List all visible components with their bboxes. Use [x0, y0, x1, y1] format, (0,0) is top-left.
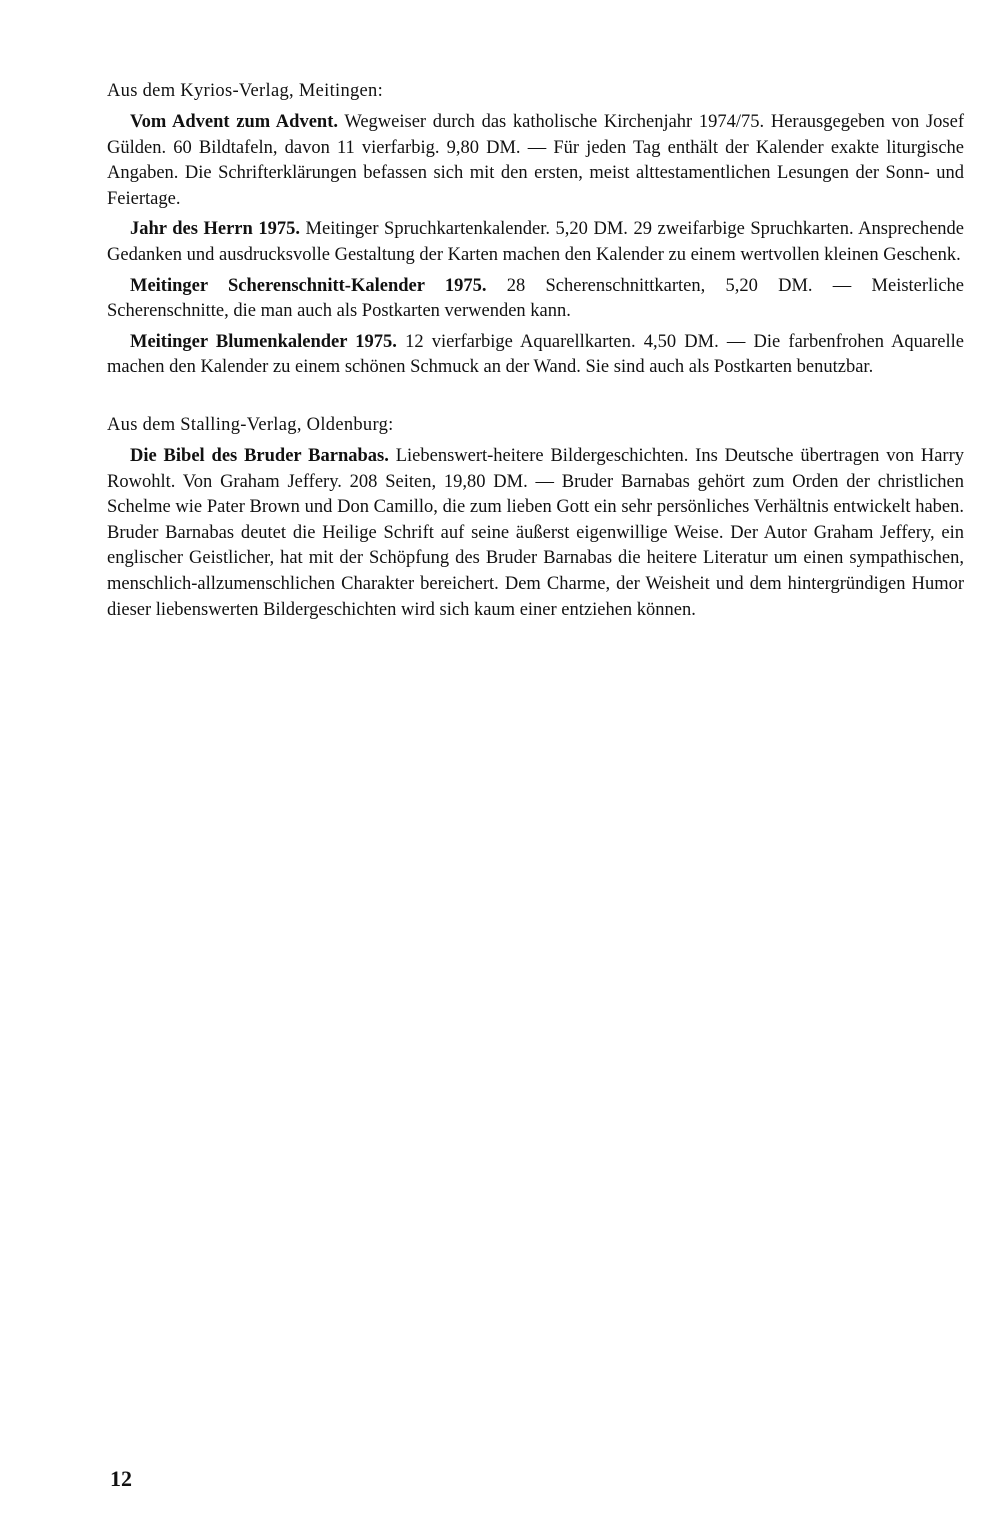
entry-title: Jahr des Herrn 1975.	[130, 219, 300, 240]
page-number: 12	[110, 1466, 132, 1491]
section-stalling	[107, 412, 964, 623]
book-page	[107, 78, 964, 628]
section-heading: Aus dem Stalling-Verlag, Oldenburg:	[107, 414, 394, 435]
entry-text: 28 Scherenschnittkarten, 5,20 DM. — Meisterliche Scherenschnitte, die man auch als Postkarten verwenden kann.	[107, 275, 964, 322]
entry-scherenschnitt	[107, 274, 964, 325]
entry-text: Meitinger Spruchkartenkalender. 5,20 DM. 29 zweifarbige Spruchkarten. Ansprechende Gedanken und ausdrucksvolle Gestaltung der Karten machen den Kalender zu einem wertvollen kleinen Geschenk.	[107, 219, 964, 265]
entry-vom-advent	[107, 110, 964, 212]
entry-title: Die Bibel des Bruder Barnabas.	[130, 445, 389, 466]
entry-title: Meitinger Scherenschnitt-Kalender 1975.	[130, 275, 487, 296]
entry-title: Meitinger Blumenkalender 1975.	[130, 331, 397, 352]
entry-blumenkalender	[107, 330, 964, 381]
entry-text: Liebenswert-heitere Bildergeschichten. Ins Deutsche übertragen von Harry Rowohlt. Von Graham Jeffery. 208 Seiten, 19,80 DM. — Bruder Barnabas gehört zum Orden der christlichen Schelme wie Pater Brown und Don Camillo, die zum lieben Gott ein sehr persönliches Verhältnis entwickelt haben. Bruder Barnabas deutet die Heilige Schrift auf seine äußerst eigenwillige Weise. Der Autor Graham Jeffery, ein englischer Geistlicher, hat mit der Schöpfung des Bruder Barnabas die heitere Literatur um einen sympathischen, menschlich-allzumenschlichen Charakter bereichert. Dem Charme, der Weisheit und dem hintergründigen Humor dieser liebenswerten Bildergeschichten wird sich kaum einer entziehen können.	[107, 445, 964, 620]
section-spacer	[107, 386, 964, 412]
entry-title: Vom Advent zum Advent.	[130, 112, 338, 132]
section-heading: Aus dem Kyrios-Verlag, Meitingen:	[107, 81, 384, 101]
entry-text: 12 vierfarbige Aquarellkarten. 4,50 DM. — Die farbenfrohen Aquarelle machen den Kalender zu einem schönen Schmuck an der Wand. Sie sind auch als Postkarten benutzbar.	[107, 331, 965, 378]
section-kyrios	[107, 78, 964, 381]
entry-bruder-barnabas	[107, 444, 964, 623]
entry-jahr-des-herrn	[107, 217, 964, 268]
entry-text: Wegweiser durch das katholische Kirchenjahr 1974/75. Herausgegeben von Josef Gülden. 60 Bildtafeln, davon 11 vierfarbig. 9,80 DM. — Für jeden Tag enthält der Kalender exakte liturgische Angaben. Die Schrifterklärungen befassen sich mit den ersten, meist alttestamentlichen Lesungen der Sonn- und Feiertage.	[107, 112, 965, 209]
